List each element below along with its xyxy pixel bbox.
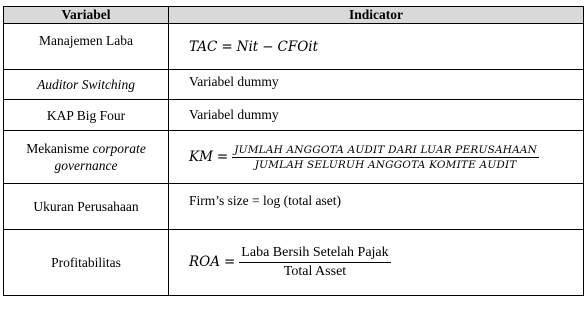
table-row — [4, 100, 584, 131]
tac-formula: TAC = Nit − CFOit — [189, 38, 319, 55]
indicator-cell — [169, 24, 584, 70]
variable-cell — [4, 131, 169, 184]
variable-cell — [4, 24, 169, 70]
indicator-cell — [169, 100, 584, 131]
indicator-text: Firm’s size = log (total aset) — [189, 192, 341, 208]
km-fraction: $\frac{\text{JUMLAH ANGGOTA AUDIT DARI LUAR PERUSAHAAN}}{\text{JUMLAH SELURUH ANGGOTA KOMITE AUDIT}}$ — [234, 143, 538, 171]
variable-indicator-table — [3, 6, 584, 296]
indicator-cell — [169, 184, 584, 230]
header-variabel: Variabel — [4, 7, 169, 24]
variable-label: Ukuran Perusahaan — [33, 199, 139, 214]
indicator-cell — [169, 70, 584, 100]
indicator-cell — [169, 131, 584, 184]
variable-label: Manajemen Laba — [38, 33, 134, 48]
variable-label: Profitabilitas — [51, 255, 121, 270]
indicator-text: Variabel dummy — [189, 107, 279, 122]
variable-label: Auditor Switching — [37, 77, 135, 92]
variable-cell — [4, 100, 169, 131]
header-row — [4, 7, 584, 24]
km-formula: KM = $\frac{\text{JUMLAH ANGGOTA AUDIT DARI LUAR PERUSAHAAN}}{\text{JUMLAH SELURUH ANGGOTA KOMITE AUDIT}}$ — [189, 143, 538, 171]
variable-cell — [4, 70, 169, 100]
variable-cell — [4, 184, 169, 230]
table-row — [4, 131, 584, 184]
roa-fraction: $\frac{\text{Laba Bersih Setelah Pajak}}{\text{Total Asset}}$ — [241, 245, 389, 279]
indicator-text: Variabel dummy — [189, 73, 279, 89]
variable-label: Mekanisme corporate governance — [26, 141, 146, 173]
table-row — [4, 230, 584, 296]
variable-cell — [4, 230, 169, 296]
variable-label: KAP Big Four — [46, 107, 126, 123]
indicator-cell — [169, 230, 584, 296]
roa-formula: ROA = $\frac{\text{Laba Bersih Setelah Pajak}}{\text{Total Asset}}$ — [189, 245, 389, 279]
table-row — [4, 184, 584, 230]
table-row — [4, 24, 584, 70]
table-row — [4, 70, 584, 100]
header-indicator: Indicator — [169, 7, 584, 24]
